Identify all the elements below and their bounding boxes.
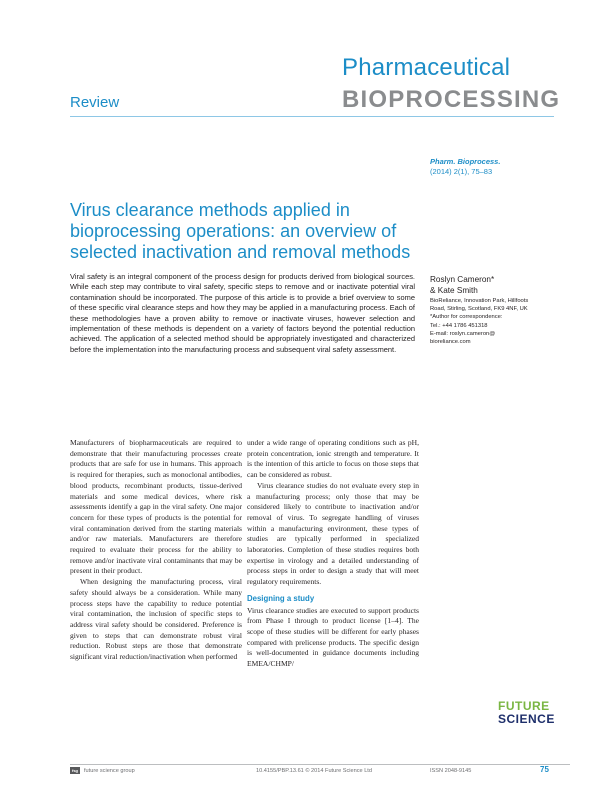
body-paragraph: under a wide range of operating conditions such as pH, protein concentration, ionic strength and temperature. It is the intention of this article to focus on those steps that can be considered as robust.	[247, 438, 419, 480]
citation-journal: Pharm. Bioprocess.	[430, 157, 501, 166]
correspondence-note: *Author for correspondence:	[430, 314, 503, 321]
publisher-group: future science group	[84, 768, 135, 774]
body-column-left	[70, 438, 242, 663]
fsg-logo-icon: fsg	[72, 768, 78, 773]
author-line-1: Roslyn Cameron*	[430, 275, 495, 284]
author-line-2: & Kate Smith	[430, 286, 478, 295]
body-paragraph: Virus clearance studies do not evaluate every step in a manufacturing process; only those that may be considered likely to contribute to inactivation and/or removal of virus. To segregate handling of viruses within a manufacturing environment, these types of studies are typically performed in specialized laboratories. Completion of these studies requires both expertise in virology and a detailed understanding of process steps in order to design a study that will meet regulatory requirements.	[247, 480, 419, 587]
email-line: E-mail: roslyn.cameron@	[430, 330, 496, 337]
affiliation	[430, 297, 570, 346]
section-label: Review	[70, 94, 120, 111]
logo-line-future: FUTURE	[498, 699, 550, 713]
future-science-logo	[498, 700, 570, 726]
journal-name-top: Pharmaceutical	[342, 54, 511, 81]
header-divider	[70, 116, 554, 117]
affiliation-line: Road, Stirling, Scotland, FK9 4NF, UK	[430, 306, 528, 313]
issn: ISSN 2048-9145	[430, 768, 472, 774]
journal-name-bottom: BIOPROCESSING	[342, 86, 561, 113]
body-paragraph: Manufacturers of biopharmaceuticals are required to demonstrate that their manufacturing processes create products that are safe for use in humans. This approach is required for therapies, such as monoclonal antibodies, blood products, recombinant products, tissue-derived materials and some medical devices, where risk assessments identify a gap in the viral safety. One major concern for these types of products is the potential for viral contamination derived from the starting materials and/or raw materials. Manufacturers are therefore required to evaluate their process for the ability to remove and/or inactivate viral contaminants that may be present in their product.	[70, 438, 242, 576]
body-paragraph: Virus clearance studies are executed to support products from Phase I through to product license [1–4]. The scope of these studies will be different for early phases compared with prelicense products. The specific design is well-documented in guidance documents including EMEA/CHMP/	[247, 605, 419, 669]
body-column-right	[247, 438, 419, 670]
article-title: Virus clearance methods applied in bioprocessing operations: an overview of selected inactivation and removal methods	[70, 200, 411, 262]
citation-reference: (2014) 2(1), 75–83	[430, 167, 493, 176]
section-heading: Designing a study	[247, 593, 315, 603]
authors	[430, 274, 570, 296]
telephone: Tel.: +44 1786 451318	[430, 322, 488, 329]
page-number: 75	[540, 765, 549, 774]
citation	[430, 157, 570, 177]
body-paragraph: When designing the manufacturing process, viral safety should always be a consideration. While many process steps have the capability to reduce potential viral contamination, the inclusion of specific steps to address viral safety should be considered. Preference is given to steps that can demonstrate robust viral reduction. Robust steps are those that demonstrate significant viral reduction/inactivation when performed	[70, 577, 242, 662]
abstract: Viral safety is an integral component of the process design for products derived from biological sources. While each step may contribute to viral safety, specific steps to remove and or inactivate potential viral contamination should be incorporated. The purpose of this article is to provide a brief overview to some of these specific viral clearance steps and how they may be applied in a manufacturing process. Each of these methodologies have a proven ability to remove or inactivate viruses, however selection and implementation of these methods is dependent on a variety of factors beyond the potential reduction achieved. The application of a selected method should be appropriately investigated and characterized before the implementation into the manufacturing process and subsequent viral safety assessment.	[70, 272, 415, 354]
doi-copyright: 10.4155/PBP.13.61 © 2014 Future Science Ltd	[256, 768, 372, 774]
affiliation-line: BioReliance, Innovation Park, Hillfoots	[430, 298, 529, 304]
email-line: bioreliance.com	[430, 339, 471, 346]
footer-divider	[70, 764, 570, 765]
logo-line-science: SCIENCE	[498, 712, 555, 726]
